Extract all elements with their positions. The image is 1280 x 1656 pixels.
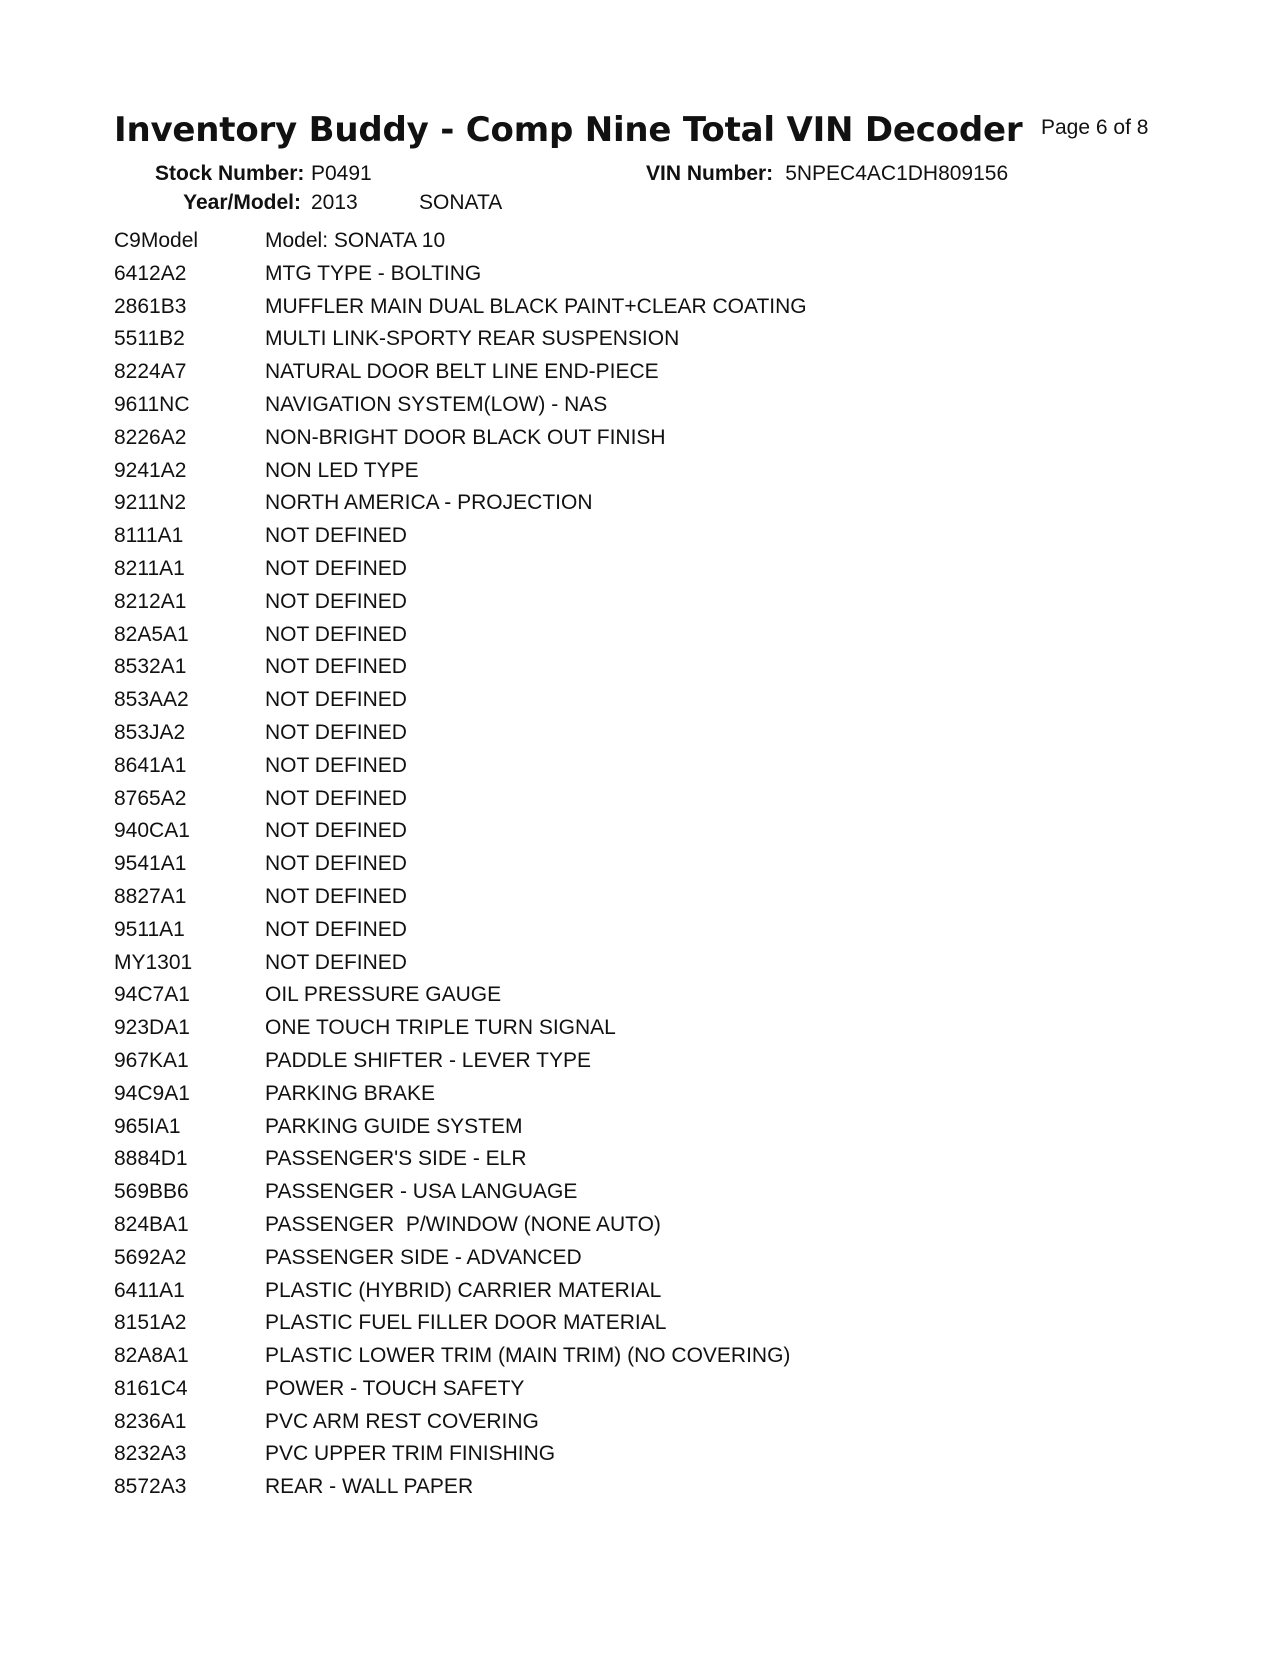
option-description: MUFFLER MAIN DUAL BLACK PAINT+CLEAR COATING [265,294,807,318]
option-description: PLASTIC LOWER TRIM (MAIN TRIM) (NO COVERING) [265,1344,791,1368]
option-row [114,491,1114,524]
option-code: 9541A1 [114,852,187,876]
model-value: SONATA [419,191,503,214]
option-row [114,688,1114,721]
option-row [114,951,1114,984]
option-code-list [114,229,1114,1508]
option-code: 8151A2 [114,1311,187,1335]
option-row [114,1442,1114,1475]
option-row [114,327,1114,360]
option-description: NORTH AMERICA - PROJECTION [265,491,593,515]
option-row [114,1213,1114,1246]
option-row [114,229,1114,262]
option-row [114,819,1114,852]
option-row [114,426,1114,459]
option-row [114,1049,1114,1082]
option-code: 5692A2 [114,1245,187,1269]
stock-number-value: P0491 [311,162,372,185]
option-description: NOT DEFINED [265,753,407,777]
option-description: NOT DEFINED [265,622,407,646]
option-description: OIL PRESSURE GAUGE [265,983,502,1007]
option-code: 8884D1 [114,1147,188,1171]
option-description: NON LED TYPE [265,458,419,482]
option-code: 8641A1 [114,753,187,777]
option-row [114,918,1114,951]
option-description: NOT DEFINED [265,950,407,974]
option-description: NOT DEFINED [265,589,407,613]
option-description: PADDLE SHIFTER - LEVER TYPE [265,1048,591,1072]
option-code: 569BB6 [114,1180,189,1204]
document-title: Inventory Buddy - Comp Nine Total VIN Decoder [114,110,1023,150]
option-description: PASSENGER'S SIDE - ELR [265,1147,527,1171]
option-row [114,983,1114,1016]
option-description: NON-BRIGHT DOOR BLACK OUT FINISH [265,425,666,449]
option-row [114,787,1114,820]
option-code: 8236A1 [114,1409,187,1433]
option-row [114,524,1114,557]
option-row [114,1410,1114,1443]
option-row [114,262,1114,295]
option-code: 965IA1 [114,1114,181,1138]
option-row [114,1377,1114,1410]
option-description: PASSENGER - USA LANGUAGE [265,1180,578,1204]
option-description: ONE TOUCH TRIPLE TURN SIGNAL [265,1016,616,1040]
option-code: 6411A1 [114,1278,185,1302]
option-row [114,1311,1114,1344]
option-code: 853JA2 [114,720,186,744]
option-code: 8111A1 [114,524,184,548]
option-code: 8232A3 [114,1442,187,1466]
option-description: MULTI LINK-SPORTY REAR SUSPENSION [265,327,680,351]
option-code: 9511A1 [114,917,185,941]
option-description: PLASTIC FUEL FILLER DOOR MATERIAL [265,1311,667,1335]
option-row [114,1279,1114,1312]
option-row [114,1115,1114,1148]
option-row [114,393,1114,426]
option-code: 8224A7 [114,360,187,384]
vin-number-value: 5NPEC4AC1DH809156 [785,162,1009,185]
option-row [114,295,1114,328]
option-description: NAVIGATION SYSTEM(LOW) - NAS [265,392,608,416]
option-description: NOT DEFINED [265,556,407,580]
option-description: PASSENGER P/WINDOW (NONE AUTO) [265,1212,661,1236]
option-description: NOT DEFINED [265,852,407,876]
stock-number-label: Stock Number: [155,162,305,185]
option-row [114,623,1114,656]
option-code: 940CA1 [114,819,190,843]
option-code: 6412A2 [114,261,187,285]
option-description: PARKING GUIDE SYSTEM [265,1114,523,1138]
option-row [114,1344,1114,1377]
vin-number-label: VIN Number: [646,162,774,185]
year-model-label: Year/Model: [183,191,301,214]
option-code: 8572A3 [114,1475,187,1499]
option-code: 82A5A1 [114,622,189,646]
option-code: 9211N2 [114,491,187,515]
option-code: 8765A2 [114,786,187,810]
option-row [114,754,1114,787]
vin-number-field [646,162,1008,186]
option-description: PVC ARM REST COVERING [265,1409,539,1433]
option-code: 82A8A1 [114,1344,189,1368]
option-description: MTG TYPE - BOLTING [265,261,482,285]
option-description: NOT DEFINED [265,720,407,744]
option-description: NOT DEFINED [265,917,407,941]
option-row [114,885,1114,918]
option-row [114,459,1114,492]
option-row [114,852,1114,885]
option-code: MY1301 [114,950,193,974]
option-description: REAR - WALL PAPER [265,1475,474,1499]
option-code: C9Model [114,229,199,252]
option-row [114,590,1114,623]
option-code: 8212A1 [114,589,187,613]
option-code: 94C7A1 [114,983,190,1007]
option-code: 824BA1 [114,1212,189,1236]
option-description: NATURAL DOOR BELT LINE END-PIECE [265,360,659,384]
option-description: NOT DEFINED [265,655,407,679]
option-code: 8532A1 [114,655,187,679]
option-code: 8161C4 [114,1376,188,1400]
option-row [114,1082,1114,1115]
option-code: 967KA1 [114,1048,189,1072]
year-model-field [155,191,358,215]
option-row [114,557,1114,590]
option-description: NOT DEFINED [265,884,407,908]
option-row [114,360,1114,393]
option-description: NOT DEFINED [265,688,407,712]
option-description: Model: SONATA 10 [265,229,446,252]
option-row [114,1246,1114,1279]
option-code: 9611NC [114,392,190,416]
option-code: 94C9A1 [114,1081,190,1105]
option-row [114,1016,1114,1049]
option-code: 5511B2 [114,327,185,351]
option-code: 853AA2 [114,688,189,712]
option-description: PLASTIC (HYBRID) CARRIER MATERIAL [265,1278,662,1302]
option-row [114,1147,1114,1180]
option-code: 9241A2 [114,458,187,482]
option-description: PARKING BRAKE [265,1081,435,1105]
option-description: NOT DEFINED [265,819,407,843]
option-code: 2861B3 [114,294,187,318]
year-value: 2013 [311,191,358,214]
option-code: 923DA1 [114,1016,190,1040]
option-row [114,1180,1114,1213]
option-code: 8827A1 [114,884,187,908]
option-row [114,1475,1114,1508]
option-code: 8211A1 [114,556,185,580]
option-row [114,655,1114,688]
option-row [114,721,1114,754]
option-description: POWER - TOUCH SAFETY [265,1376,525,1400]
option-description: PVC UPPER TRIM FINISHING [265,1442,556,1466]
option-code: 8226A2 [114,425,187,449]
stock-number-field [155,162,372,186]
option-description: PASSENGER SIDE - ADVANCED [265,1245,582,1269]
option-description: NOT DEFINED [265,524,407,548]
page-number: Page 6 of 8 [1041,116,1149,139]
option-description: NOT DEFINED [265,786,407,810]
